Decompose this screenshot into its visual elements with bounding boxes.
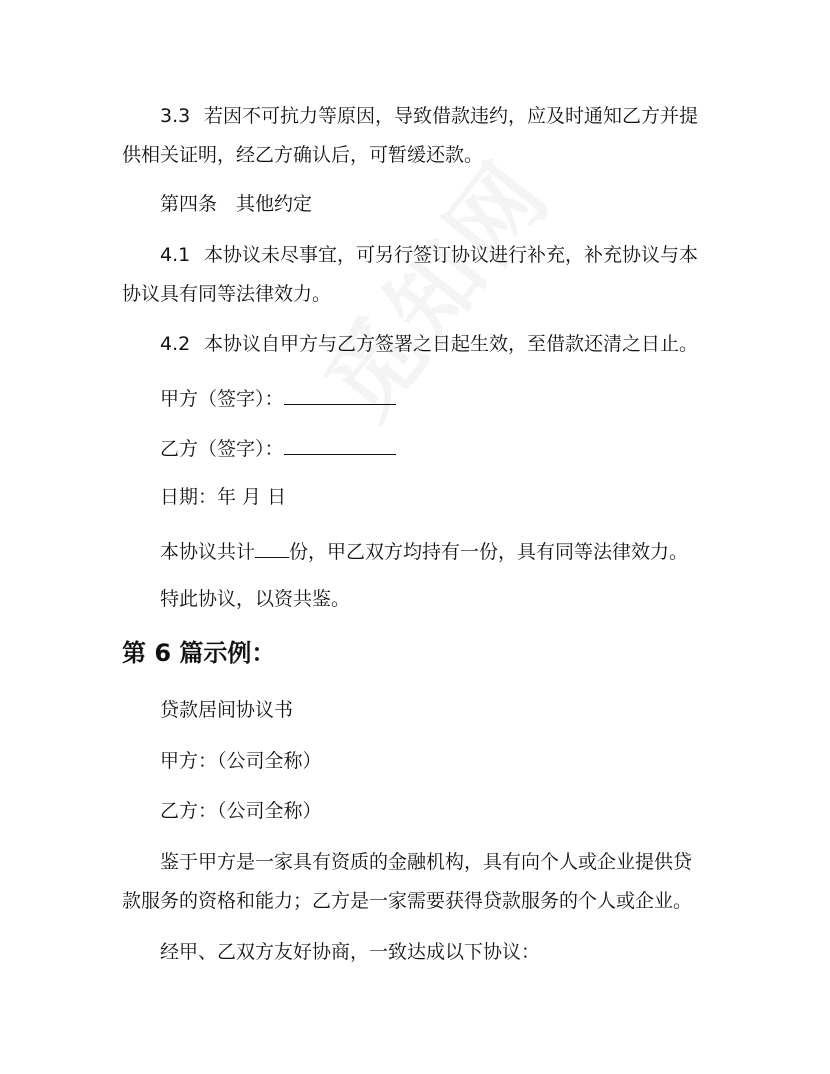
- clause-number: 4.2: [160, 333, 191, 355]
- party-b-signature: [160, 434, 750, 461]
- party-b-line: 乙方：（公司全称）: [160, 800, 322, 822]
- signature-blank: [284, 384, 396, 405]
- signature-blank: [284, 434, 396, 455]
- clause-number: 3.3: [160, 105, 191, 127]
- clause-3-3-line-2: 供相关证明，经乙方确认后，可暂缓还款。: [122, 144, 484, 166]
- copies-line: [160, 537, 750, 564]
- section-heading: 第 6 篇示例：: [122, 639, 276, 667]
- clause-4-2: [160, 332, 750, 356]
- copies-blank: [255, 537, 289, 558]
- clause-4-1-line-1: [160, 243, 750, 267]
- copies-text-end: 份，甲乙双方均持有一份，具有同等法律效力。: [289, 541, 689, 563]
- agreement-title: 贷款居间协议书: [160, 699, 294, 721]
- closing-line: 特此协议，以资共鉴。: [160, 588, 351, 610]
- party-a-line: 甲方：（公司全称）: [160, 750, 322, 772]
- article-4-title: 第四条 其他约定: [160, 193, 313, 215]
- clause-number: 4.1: [160, 244, 191, 266]
- clause-4-1-line-2: 协议具有同等法律效力。: [122, 283, 332, 305]
- party-b-signature-label: 乙方（签字）：: [160, 438, 284, 460]
- clause-3-3-line-1: [160, 104, 750, 128]
- clause-text: 若因不可抗力等原因，导致借款违约，应及时通知乙方并提: [204, 105, 699, 127]
- preamble-line-2: 款服务的资格和能力；乙方是一家需要获得贷款服务的个人或企业。: [122, 890, 693, 912]
- copies-text-start: 本协议共计: [160, 541, 256, 563]
- date-line: 日期：年 月 日: [160, 486, 287, 508]
- clause-text: 本协议自甲方与乙方签署之日起生效，至借款还清之日止。: [204, 333, 699, 355]
- party-a-signature: [160, 384, 750, 411]
- agreement-intro: 经甲、乙双方友好协商，一致达成以下协议：: [160, 941, 541, 963]
- party-a-signature-label: 甲方（签字）：: [160, 388, 284, 410]
- clause-text: 本协议未尽事宜，可另行签订协议进行补充，补充协议与本: [204, 244, 699, 266]
- preamble-line-1: 鉴于甲方是一家具有资质的金融机构，具有向个人或企业提供贷: [160, 851, 693, 873]
